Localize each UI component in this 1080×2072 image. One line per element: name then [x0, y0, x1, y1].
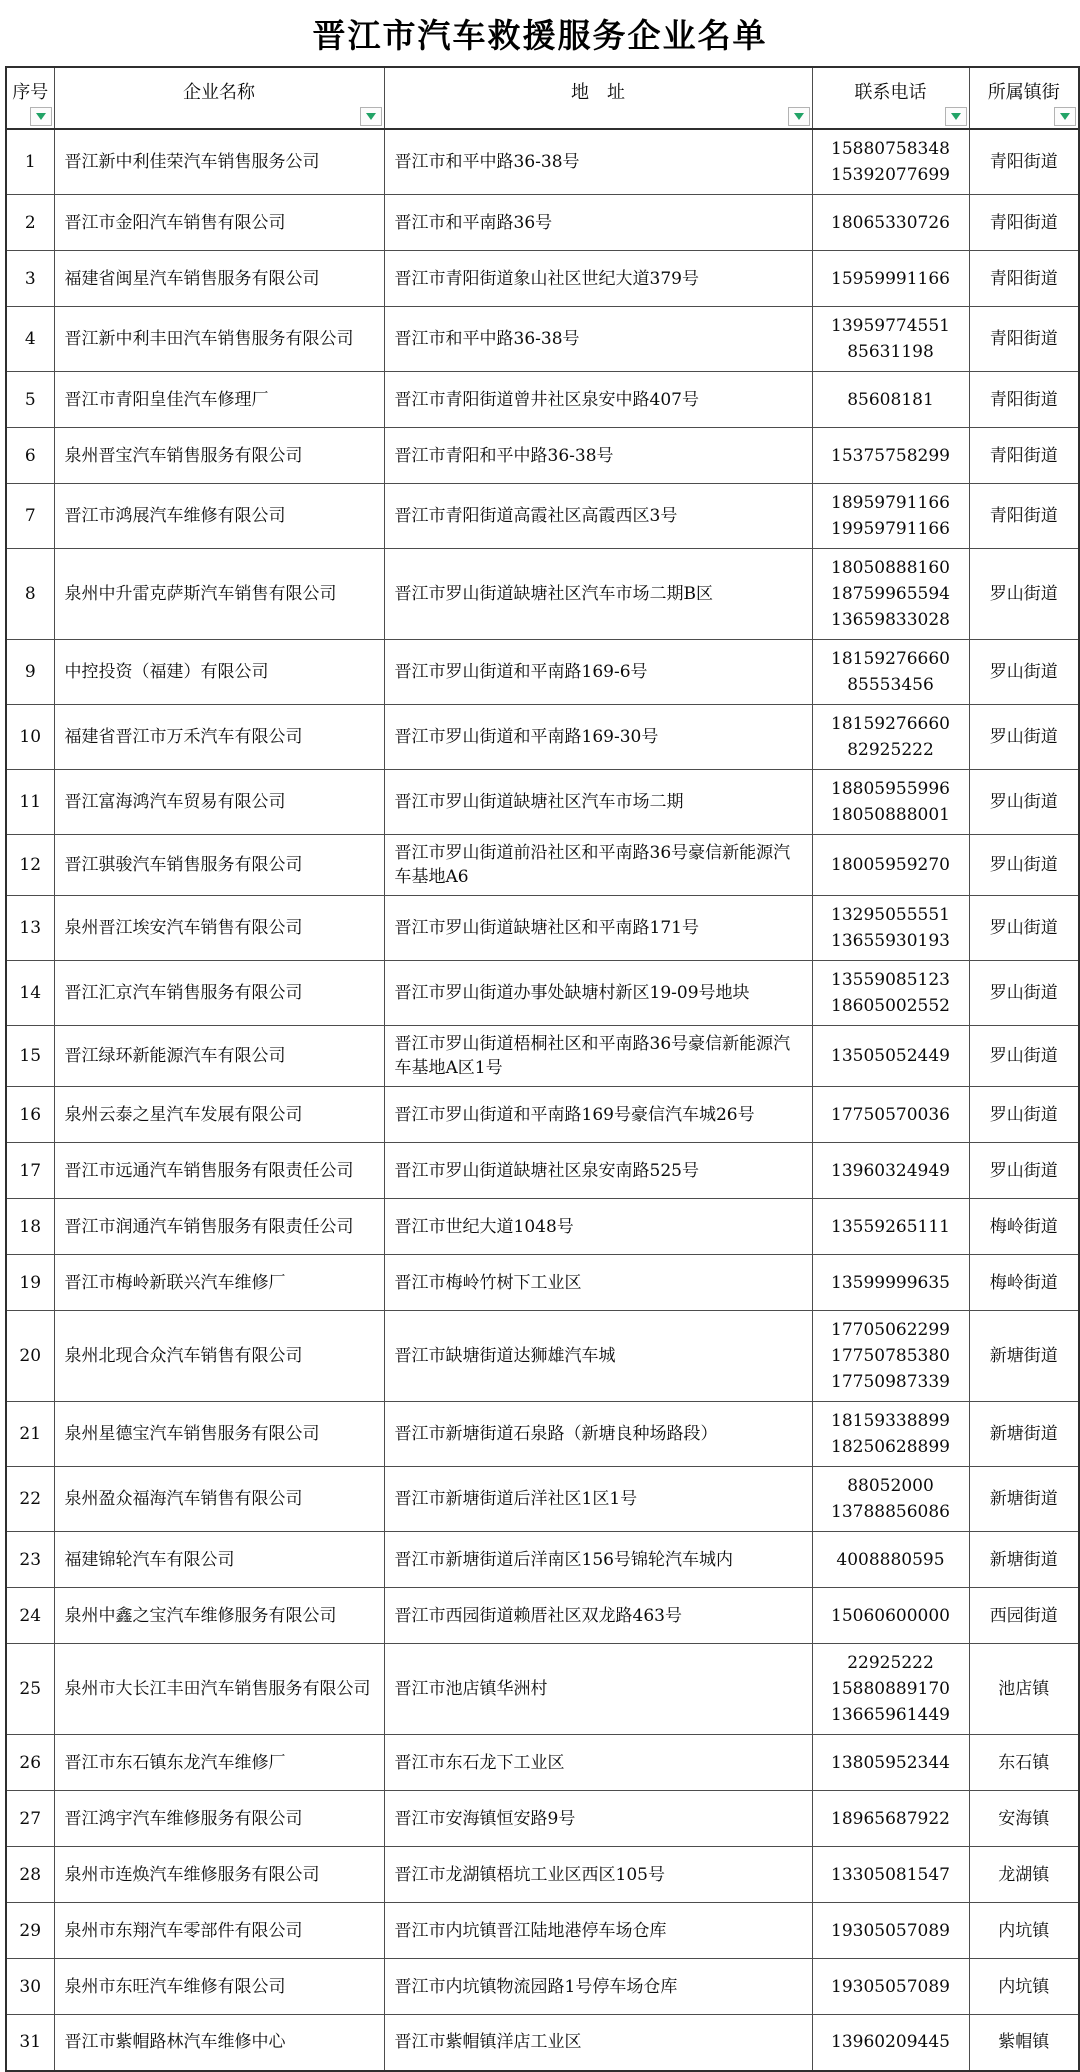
cell-phone [812, 1959, 969, 2015]
cell-town: 罗山街道 [969, 961, 1079, 1026]
table-row [6, 195, 1079, 251]
chevron-down-icon [794, 113, 804, 120]
cell-phone [812, 129, 969, 195]
cell-address: 晋江市西园街道赖厝社区双龙路463号 [384, 1588, 812, 1644]
table-row [6, 1026, 1079, 1087]
cell-address: 晋江市紫帽镇洋店工业区 [384, 2015, 812, 2071]
phone-number: 17750987339 [831, 1372, 950, 1392]
col-header-index-label: 序号 [12, 82, 49, 103]
cell-phone [812, 705, 969, 770]
cell-index: 11 [6, 770, 54, 835]
cell-address: 晋江市罗山街道和平南路169-6号 [384, 640, 812, 705]
cell-town: 青阳街道 [969, 484, 1079, 549]
cell-index: 18 [6, 1199, 54, 1255]
cell-phone [812, 640, 969, 705]
cell-index: 16 [6, 1087, 54, 1143]
filter-dropdown-button-name[interactable] [360, 107, 382, 126]
filter-dropdown-button-index[interactable] [30, 107, 52, 126]
table-row [6, 1588, 1079, 1644]
cell-phone [812, 2015, 969, 2071]
cell-address: 晋江市青阳街道曾井社区泉安中路407号 [384, 372, 812, 428]
phone-number: 18159276660 [831, 649, 950, 669]
cell-town: 罗山街道 [969, 835, 1079, 896]
cell-index: 22 [6, 1467, 54, 1532]
phone-number: 22925222 [847, 1653, 934, 1673]
cell-index: 25 [6, 1644, 54, 1735]
cell-address: 晋江市新塘街道后洋南区156号锦轮汽车城内 [384, 1532, 812, 1588]
cell-town: 青阳街道 [969, 307, 1079, 372]
table-row [6, 1903, 1079, 1959]
cell-phone [812, 307, 969, 372]
cell-address: 晋江市罗山街道缺塘社区汽车市场二期B区 [384, 549, 812, 640]
cell-index: 17 [6, 1143, 54, 1199]
cell-company-name: 晋江骐骏汽车销售服务有限公司 [54, 835, 384, 896]
cell-company-name: 泉州市东旺汽车维修有限公司 [54, 1959, 384, 2015]
phone-number: 15375758299 [831, 445, 950, 466]
cell-address: 晋江市罗山街道缺塘社区和平南路171号 [384, 896, 812, 961]
cell-town: 罗山街道 [969, 770, 1079, 835]
filter-dropdown-button-phone[interactable] [945, 107, 967, 126]
cell-index: 12 [6, 835, 54, 896]
cell-town: 龙湖镇 [969, 1847, 1079, 1903]
cell-address: 晋江市缺塘街道达狮雄汽车城 [384, 1311, 812, 1402]
cell-index: 14 [6, 961, 54, 1026]
cell-company-name: 福建锦轮汽车有限公司 [54, 1532, 384, 1588]
table-row [6, 1644, 1079, 1735]
cell-town: 新塘街道 [969, 1311, 1079, 1402]
phone-number: 13655930193 [831, 931, 950, 951]
table-row [6, 372, 1079, 428]
cell-address: 晋江市和平南路36号 [384, 195, 812, 251]
cell-phone [812, 251, 969, 307]
cell-index: 3 [6, 251, 54, 307]
phone-number: 18805955996 [831, 779, 950, 799]
phone-number: 18159276660 [831, 714, 950, 734]
phone-number: 19305057089 [831, 1976, 950, 1997]
cell-phone [812, 1402, 969, 1467]
cell-town: 青阳街道 [969, 251, 1079, 307]
cell-company-name: 晋江市东石镇东龙汽车维修厂 [54, 1735, 384, 1791]
cell-index: 13 [6, 896, 54, 961]
cell-address: 晋江市池店镇华洲村 [384, 1644, 812, 1735]
col-header-address-label: 地 址 [571, 82, 625, 103]
cell-phone [812, 1199, 969, 1255]
cell-company-name: 晋江鸿宇汽车维修服务有限公司 [54, 1791, 384, 1847]
cell-index: 10 [6, 705, 54, 770]
cell-address: 晋江市内坑镇物流园路1号停车场仓库 [384, 1959, 812, 2015]
cell-town: 紫帽镇 [969, 2015, 1079, 2071]
cell-phone [812, 1087, 969, 1143]
cell-company-name: 晋江新中利佳荣汽车销售服务公司 [54, 129, 384, 195]
cell-phone [812, 770, 969, 835]
cell-address: 晋江市青阳街道高霞社区高霞西区3号 [384, 484, 812, 549]
cell-phone [812, 1588, 969, 1644]
table-row [6, 1532, 1079, 1588]
table-row [6, 1847, 1079, 1903]
table-row [6, 770, 1079, 835]
cell-company-name: 晋江新中利丰田汽车销售服务有限公司 [54, 307, 384, 372]
cell-town: 罗山街道 [969, 1026, 1079, 1087]
cell-address: 晋江市青阳街道象山社区世纪大道379号 [384, 251, 812, 307]
phone-number: 17750570036 [831, 1104, 950, 1125]
cell-phone [812, 549, 969, 640]
col-header-name-label: 企业名称 [183, 82, 255, 103]
table-row [6, 1255, 1079, 1311]
cell-company-name: 泉州中升雷克萨斯汽车销售有限公司 [54, 549, 384, 640]
cell-phone [812, 1143, 969, 1199]
phone-number: 18965687922 [831, 1808, 950, 1829]
cell-town: 梅岭街道 [969, 1255, 1079, 1311]
cell-town: 罗山街道 [969, 1087, 1079, 1143]
col-header-phone-label: 联系电话 [854, 82, 927, 103]
cell-company-name: 泉州中鑫之宝汽车维修服务有限公司 [54, 1588, 384, 1644]
cell-company-name: 泉州市大长江丰田汽车销售服务有限公司 [54, 1644, 384, 1735]
phone-number: 19305057089 [831, 1920, 950, 1941]
cell-company-name: 泉州北现合众汽车销售有限公司 [54, 1311, 384, 1402]
cell-company-name: 晋江市远通汽车销售服务有限责任公司 [54, 1143, 384, 1199]
cell-company-name: 泉州晋宝汽车销售服务有限公司 [54, 428, 384, 484]
phone-number: 85631198 [847, 342, 934, 362]
table-row [6, 1311, 1079, 1402]
cell-phone [812, 1467, 969, 1532]
table-row [6, 549, 1079, 640]
col-header-phone [812, 67, 969, 129]
cell-phone [812, 961, 969, 1026]
cell-company-name: 晋江市紫帽路林汽车维修中心 [54, 2015, 384, 2071]
cell-phone [812, 428, 969, 484]
cell-address: 晋江市新塘街道后洋社区1区1号 [384, 1467, 812, 1532]
table-row [6, 307, 1079, 372]
cell-address: 晋江市罗山街道前沿社区和平南路36号豪信新能源汽车基地A6 [384, 835, 812, 896]
phone-number: 85553456 [847, 675, 934, 695]
cell-address: 晋江市梅岭竹树下工业区 [384, 1255, 812, 1311]
cell-town: 罗山街道 [969, 1143, 1079, 1199]
phone-number: 18605002552 [831, 996, 950, 1016]
cell-address: 晋江市龙湖镇梧坑工业区西区105号 [384, 1847, 812, 1903]
table-row [6, 1959, 1079, 2015]
cell-company-name: 福建省晋江市万禾汽车有限公司 [54, 705, 384, 770]
cell-phone [812, 1026, 969, 1087]
cell-town: 新塘街道 [969, 1402, 1079, 1467]
cell-town: 内坑镇 [969, 1959, 1079, 2015]
phone-number: 18005959270 [831, 855, 950, 875]
phone-number: 15060600000 [831, 1605, 950, 1626]
cell-company-name: 泉州星德宝汽车销售服务有限公司 [54, 1402, 384, 1467]
cell-index: 6 [6, 428, 54, 484]
chevron-down-icon [1060, 113, 1070, 120]
table-row [6, 1791, 1079, 1847]
cell-address: 晋江市罗山街道办事处缺塘村新区19-09号地块 [384, 961, 812, 1026]
cell-town: 青阳街道 [969, 372, 1079, 428]
cell-index: 30 [6, 1959, 54, 2015]
phone-number: 4008880595 [836, 1549, 945, 1570]
phone-number: 18959791166 [831, 493, 950, 513]
table-row [6, 1143, 1079, 1199]
cell-company-name: 泉州盈众福海汽车销售有限公司 [54, 1467, 384, 1532]
col-header-town [969, 67, 1079, 129]
filter-dropdown-button-address[interactable] [788, 107, 810, 126]
cell-company-name: 晋江市金阳汽车销售有限公司 [54, 195, 384, 251]
phone-number: 17705062299 [831, 1320, 950, 1340]
cell-index: 28 [6, 1847, 54, 1903]
table-row [6, 1199, 1079, 1255]
phone-number: 18759965594 [831, 584, 950, 604]
cell-phone [812, 1847, 969, 1903]
cell-address: 晋江市内坑镇晋江陆地港停车场仓库 [384, 1903, 812, 1959]
cell-phone [812, 1644, 969, 1735]
page-title: 晋江市汽车救援服务企业名单 [312, 16, 768, 55]
cell-address: 晋江市罗山街道缺塘社区汽车市场二期 [384, 770, 812, 835]
chevron-down-icon [366, 113, 376, 120]
cell-address: 晋江市新塘街道石泉路（新塘良种场路段） [384, 1402, 812, 1467]
cell-phone [812, 195, 969, 251]
col-header-address [384, 67, 812, 129]
companies-table [5, 66, 1080, 2072]
cell-phone [812, 1735, 969, 1791]
cell-phone [812, 1255, 969, 1311]
cell-index: 5 [6, 372, 54, 428]
cell-index: 21 [6, 1402, 54, 1467]
table-row [6, 835, 1079, 896]
table-row [6, 251, 1079, 307]
cell-phone [812, 1791, 969, 1847]
phone-number: 13805952344 [831, 1752, 950, 1773]
phone-number: 13305081547 [831, 1864, 950, 1885]
phone-number: 13559085123 [831, 970, 950, 990]
cell-phone [812, 1532, 969, 1588]
phone-number: 18159338899 [831, 1411, 950, 1431]
table-row [6, 1087, 1079, 1143]
cell-index: 15 [6, 1026, 54, 1087]
cell-town: 青阳街道 [969, 428, 1079, 484]
table-row [6, 961, 1079, 1026]
phone-number: 13505052449 [831, 1046, 950, 1066]
col-header-index [6, 67, 54, 129]
table-row [6, 2015, 1079, 2071]
phone-number: 18050888001 [831, 805, 950, 825]
cell-index: 24 [6, 1588, 54, 1644]
cell-phone [812, 835, 969, 896]
cell-phone [812, 1903, 969, 1959]
table-row [6, 1735, 1079, 1791]
phone-number: 13960324949 [831, 1160, 950, 1181]
phone-number: 15959991166 [831, 268, 950, 289]
phone-number: 82925222 [847, 740, 934, 760]
table-row [6, 129, 1079, 195]
table-header [6, 67, 1079, 129]
cell-company-name: 晋江市鸿展汽车维修有限公司 [54, 484, 384, 549]
table-body [6, 129, 1079, 2071]
cell-address: 晋江市东石龙下工业区 [384, 1735, 812, 1791]
cell-address: 晋江市安海镇恒安路9号 [384, 1791, 812, 1847]
table-row [6, 1467, 1079, 1532]
phone-number: 18250628899 [831, 1437, 950, 1457]
cell-index: 29 [6, 1903, 54, 1959]
cell-company-name: 泉州云泰之星汽车发展有限公司 [54, 1087, 384, 1143]
cell-company-name: 福建省闽星汽车销售服务有限公司 [54, 251, 384, 307]
cell-company-name: 晋江汇京汽车销售服务有限公司 [54, 961, 384, 1026]
phone-number: 13959774551 [831, 316, 950, 336]
cell-address: 晋江市世纪大道1048号 [384, 1199, 812, 1255]
table-row [6, 640, 1079, 705]
table-row [6, 705, 1079, 770]
cell-company-name: 泉州市东翔汽车零部件有限公司 [54, 1903, 384, 1959]
table-row [6, 896, 1079, 961]
cell-town: 西园街道 [969, 1588, 1079, 1644]
header-row [6, 67, 1079, 129]
phone-number: 13559265111 [831, 1216, 950, 1237]
cell-town: 安海镇 [969, 1791, 1079, 1847]
phone-number: 15880758348 [831, 139, 950, 159]
cell-town: 青阳街道 [969, 129, 1079, 195]
phone-number: 13659833028 [831, 610, 950, 630]
cell-index: 4 [6, 307, 54, 372]
cell-phone [812, 484, 969, 549]
cell-phone [812, 1311, 969, 1402]
cell-town: 新塘街道 [969, 1532, 1079, 1588]
cell-index: 7 [6, 484, 54, 549]
cell-address: 晋江市罗山街道缺塘社区泉安南路525号 [384, 1143, 812, 1199]
phone-number: 18065330726 [831, 212, 950, 233]
cell-index: 31 [6, 2015, 54, 2071]
cell-phone [812, 372, 969, 428]
cell-town: 青阳街道 [969, 195, 1079, 251]
filter-dropdown-button-town[interactable] [1054, 107, 1076, 126]
cell-address: 晋江市罗山街道梧桐社区和平南路36号豪信新能源汽车基地A区1号 [384, 1026, 812, 1087]
phone-number: 13788856086 [831, 1502, 950, 1522]
phone-number: 88052000 [847, 1476, 934, 1496]
cell-index: 19 [6, 1255, 54, 1311]
phone-number: 15392077699 [831, 165, 950, 185]
phone-number: 18050888160 [831, 558, 950, 578]
cell-address: 晋江市青阳和平中路36-38号 [384, 428, 812, 484]
chevron-down-icon [36, 113, 46, 120]
phone-number: 15880889170 [831, 1679, 950, 1699]
cell-company-name: 晋江市青阳皇佳汽车修理厂 [54, 372, 384, 428]
cell-address: 晋江市罗山街道和平南路169号豪信汽车城26号 [384, 1087, 812, 1143]
cell-town: 内坑镇 [969, 1903, 1079, 1959]
cell-index: 8 [6, 549, 54, 640]
cell-company-name: 中控投资（福建）有限公司 [54, 640, 384, 705]
cell-town: 新塘街道 [969, 1467, 1079, 1532]
phone-number: 13295055551 [831, 905, 950, 925]
phone-number: 13960209445 [831, 2032, 950, 2053]
cell-town: 罗山街道 [969, 549, 1079, 640]
cell-address: 晋江市和平中路36-38号 [384, 307, 812, 372]
col-header-town-label: 所属镇街 [987, 82, 1060, 103]
phone-number: 13599999635 [831, 1272, 950, 1293]
cell-index: 9 [6, 640, 54, 705]
table-row [6, 484, 1079, 549]
table-row [6, 428, 1079, 484]
cell-town: 池店镇 [969, 1644, 1079, 1735]
cell-company-name: 晋江市润通汽车销售服务有限责任公司 [54, 1199, 384, 1255]
cell-index: 20 [6, 1311, 54, 1402]
cell-town: 罗山街道 [969, 896, 1079, 961]
cell-company-name: 晋江绿环新能源汽车有限公司 [54, 1026, 384, 1087]
cell-town: 梅岭街道 [969, 1199, 1079, 1255]
cell-index: 2 [6, 195, 54, 251]
phone-number: 13665961449 [831, 1705, 950, 1725]
cell-address: 晋江市和平中路36-38号 [384, 129, 812, 195]
cell-town: 罗山街道 [969, 705, 1079, 770]
phone-number: 85608181 [847, 389, 934, 410]
cell-index: 27 [6, 1791, 54, 1847]
cell-company-name: 晋江市梅岭新联兴汽车维修厂 [54, 1255, 384, 1311]
cell-company-name: 泉州晋江埃安汽车销售有限公司 [54, 896, 384, 961]
cell-town: 罗山街道 [969, 640, 1079, 705]
cell-address: 晋江市罗山街道和平南路169-30号 [384, 705, 812, 770]
phone-number: 17750785380 [831, 1346, 950, 1366]
cell-company-name: 晋江富海鸿汽车贸易有限公司 [54, 770, 384, 835]
cell-company-name: 泉州市连焕汽车维修服务有限公司 [54, 1847, 384, 1903]
cell-index: 26 [6, 1735, 54, 1791]
table-row [6, 1402, 1079, 1467]
cell-phone [812, 896, 969, 961]
cell-index: 23 [6, 1532, 54, 1588]
cell-index: 1 [6, 129, 54, 195]
phone-number: 19959791166 [831, 519, 950, 539]
chevron-down-icon [951, 113, 961, 120]
col-header-name [54, 67, 384, 129]
cell-town: 东石镇 [969, 1735, 1079, 1791]
